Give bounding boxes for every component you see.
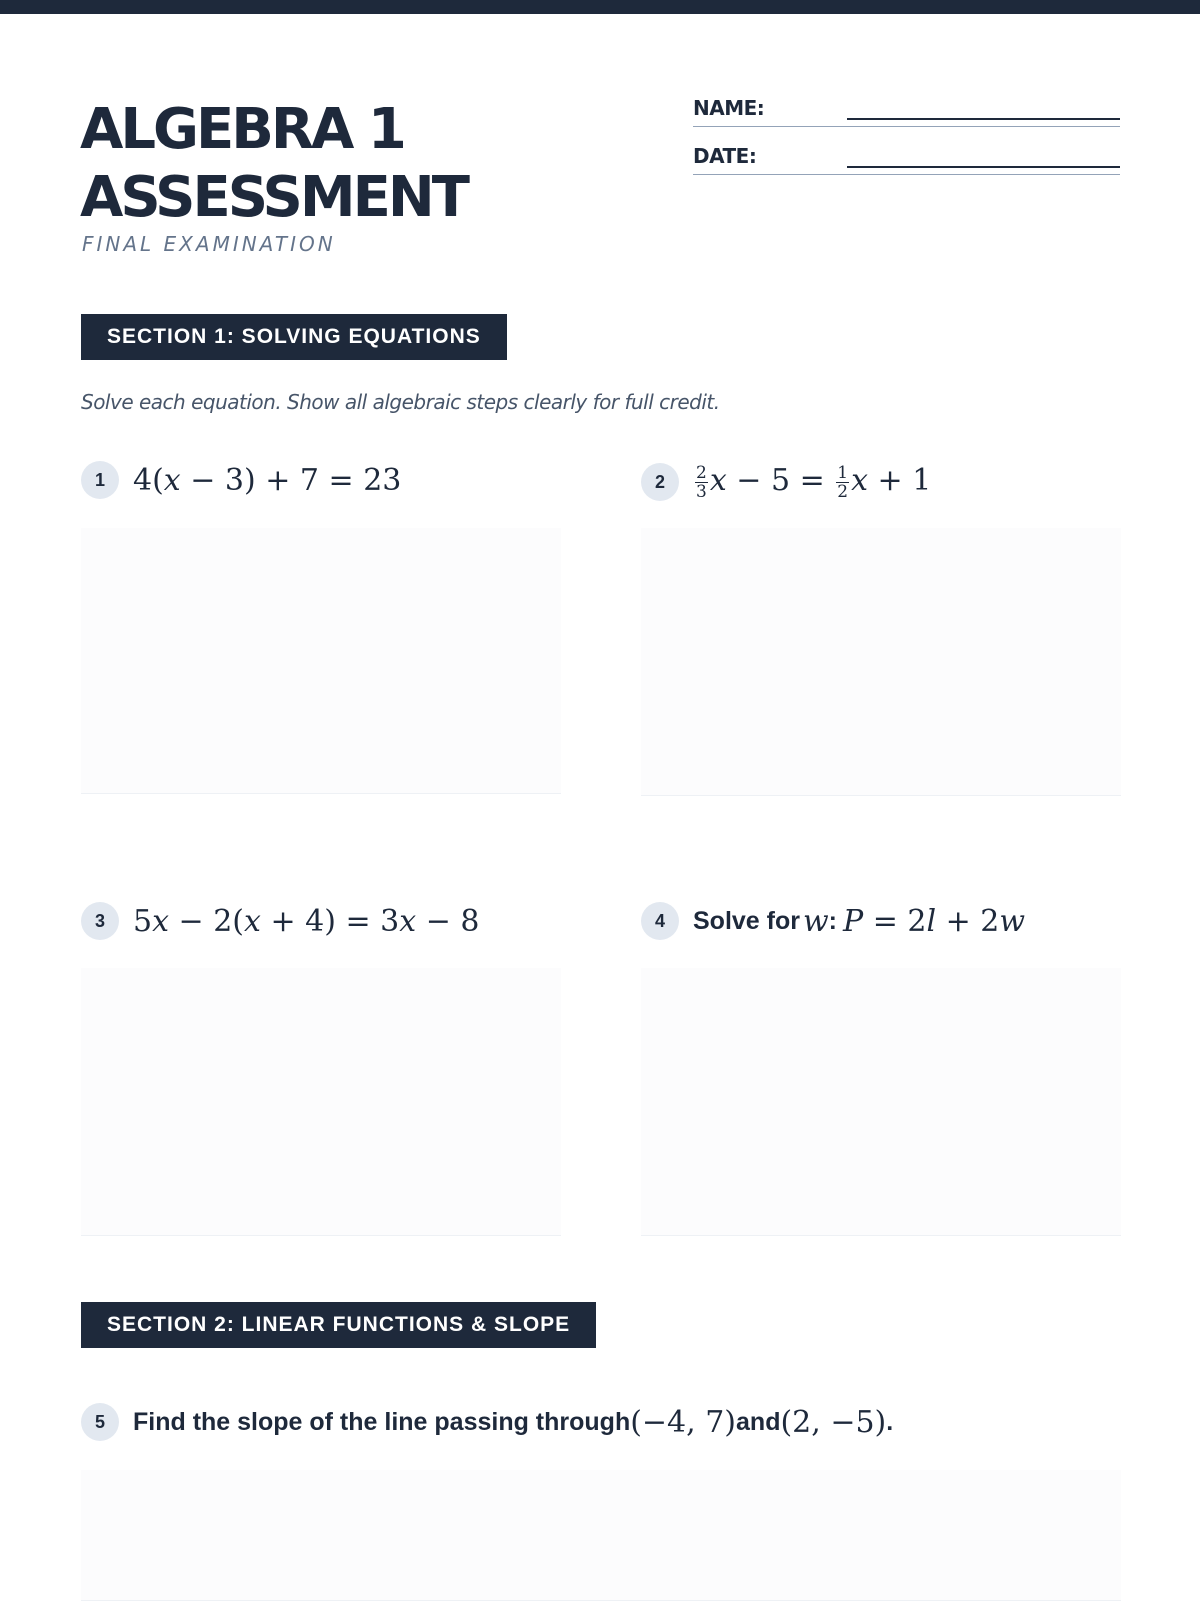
math-term: 5 xyxy=(133,903,153,939)
math-term: − 8 xyxy=(416,903,480,939)
math-variable: x xyxy=(709,463,727,499)
problem-3 xyxy=(81,901,479,941)
problem-number-badge: 2 xyxy=(641,463,679,501)
math-variable: x xyxy=(152,903,170,939)
math-variable: w xyxy=(802,903,829,939)
point-2: (2, −5) xyxy=(780,1404,887,1440)
fraction xyxy=(836,464,849,501)
problem-1-equation xyxy=(133,463,401,498)
problem-4-text: Solve for xyxy=(693,906,800,935)
date-line xyxy=(847,166,1120,168)
problem-1 xyxy=(81,460,401,500)
date-field[interactable] xyxy=(693,144,1120,175)
section-1-instructions: Solve each equation. Show all algebraic steps clearly for full credit. xyxy=(81,390,720,414)
fraction-numerator: 2 xyxy=(696,462,707,483)
math-variable: x xyxy=(163,462,181,498)
problem-5-text-and: and xyxy=(736,1407,781,1436)
title-line-2: ASSESSMENT xyxy=(80,165,467,230)
section-1-header: SECTION 1: SOLVING EQUATIONS xyxy=(81,314,507,360)
problem-2 xyxy=(641,462,931,502)
problem-number-badge: 3 xyxy=(81,902,119,940)
title-line-1: ALGEBRA 1 xyxy=(80,97,404,162)
problem-4-equation xyxy=(837,904,1025,939)
top-bar xyxy=(0,0,1200,14)
math-variable: P xyxy=(843,903,864,939)
name-line xyxy=(847,118,1120,120)
math-term: = 2 xyxy=(863,903,927,939)
math-term: − 3) + 7 = 23 xyxy=(180,462,402,498)
math-term: 4( xyxy=(133,462,164,498)
page-subtitle: FINAL EXAMINATION xyxy=(82,232,336,256)
math-term: + 1 xyxy=(868,463,932,499)
fraction-denominator: 3 xyxy=(696,481,707,502)
work-area-5[interactable] xyxy=(81,1470,1121,1601)
problem-number-badge: 5 xyxy=(81,1403,119,1441)
math-term: − 2( xyxy=(169,903,245,939)
work-area-4[interactable] xyxy=(641,968,1121,1236)
page-title xyxy=(80,96,467,232)
problem-4-colon: : xyxy=(828,906,837,935)
math-term: + 2 xyxy=(936,903,1000,939)
problem-2-equation xyxy=(693,463,931,501)
math-term: + 4) = 3 xyxy=(260,903,400,939)
problem-5 xyxy=(81,1402,893,1442)
date-label: DATE: xyxy=(693,144,757,168)
name-field[interactable] xyxy=(693,96,1120,127)
name-label: NAME: xyxy=(693,96,765,120)
problem-number-badge: 4 xyxy=(641,902,679,940)
problem-4-variable xyxy=(800,904,829,939)
problem-3-equation xyxy=(133,904,479,939)
math-variable: l xyxy=(926,903,937,939)
section-2-header: SECTION 2: LINEAR FUNCTIONS & SLOPE xyxy=(81,1302,596,1348)
fraction-numerator: 1 xyxy=(837,462,849,483)
math-variable: x xyxy=(399,903,417,939)
math-variable: x xyxy=(244,903,261,939)
problem-4 xyxy=(641,901,1025,941)
work-area-1[interactable] xyxy=(81,528,561,794)
math-variable: x xyxy=(851,463,869,499)
fraction xyxy=(695,464,708,501)
math-variable: w xyxy=(999,903,1026,939)
fraction-denominator: 2 xyxy=(837,481,849,502)
problem-5-period: . xyxy=(886,1407,894,1436)
work-area-3[interactable] xyxy=(81,968,561,1236)
problem-number-badge: 1 xyxy=(81,461,119,499)
work-area-2[interactable] xyxy=(641,528,1121,796)
math-term: − 5 = xyxy=(726,463,835,499)
point-1: (−4, 7) xyxy=(630,1404,737,1440)
problem-5-text: Find the slope of the line passing through xyxy=(133,1407,631,1436)
